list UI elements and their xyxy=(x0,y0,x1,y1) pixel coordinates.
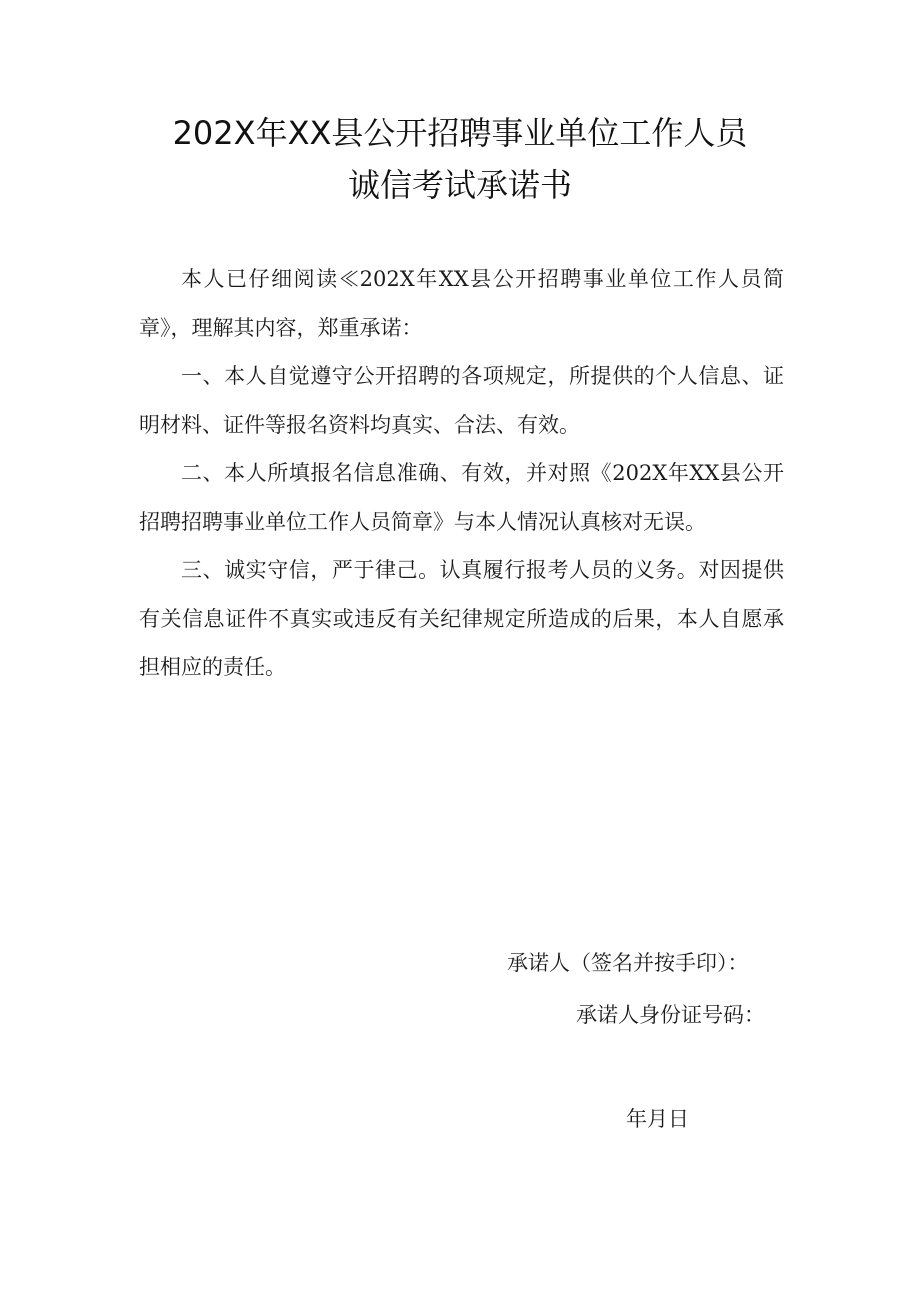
signature-label: 承诺人（签名并按手印）： xyxy=(507,951,749,975)
paragraph-pledge-2: 二、本人所填报名信息准确、有效，并对照《202X年XX县公开招聘招聘事业单位工作人员简章》与本人情况认真核对无误。 xyxy=(139,461,784,534)
document-title-line-1: 202X年XX县公开招聘事业单位工作人员 xyxy=(172,114,748,152)
id-number-label: 承诺人身份证号码： xyxy=(576,1003,765,1027)
document-body xyxy=(139,255,784,692)
paragraph-intro: 本人已仔细阅读≪202X年XX县公开招聘事业单位工作人员简章》，理解其内容，郑重承诺： xyxy=(139,267,784,340)
document-title-line-2: 诚信考试承诺书 xyxy=(347,166,572,204)
date-label: 年月日 xyxy=(626,1107,689,1131)
paragraph-pledge-1: 一、本人自觉遵守公开招聘的各项规定，所提供的个人信息、证明材料、证件等报名资料均真实、合法、有效。 xyxy=(139,364,784,437)
paragraph-pledge-3: 三、诚实守信，严于律己。认真履行报考人员的义务。对因提供有关信息证件不真实或违反有关纪律规定所造成的后果，本人自愿承担相应的责任。 xyxy=(139,558,784,679)
